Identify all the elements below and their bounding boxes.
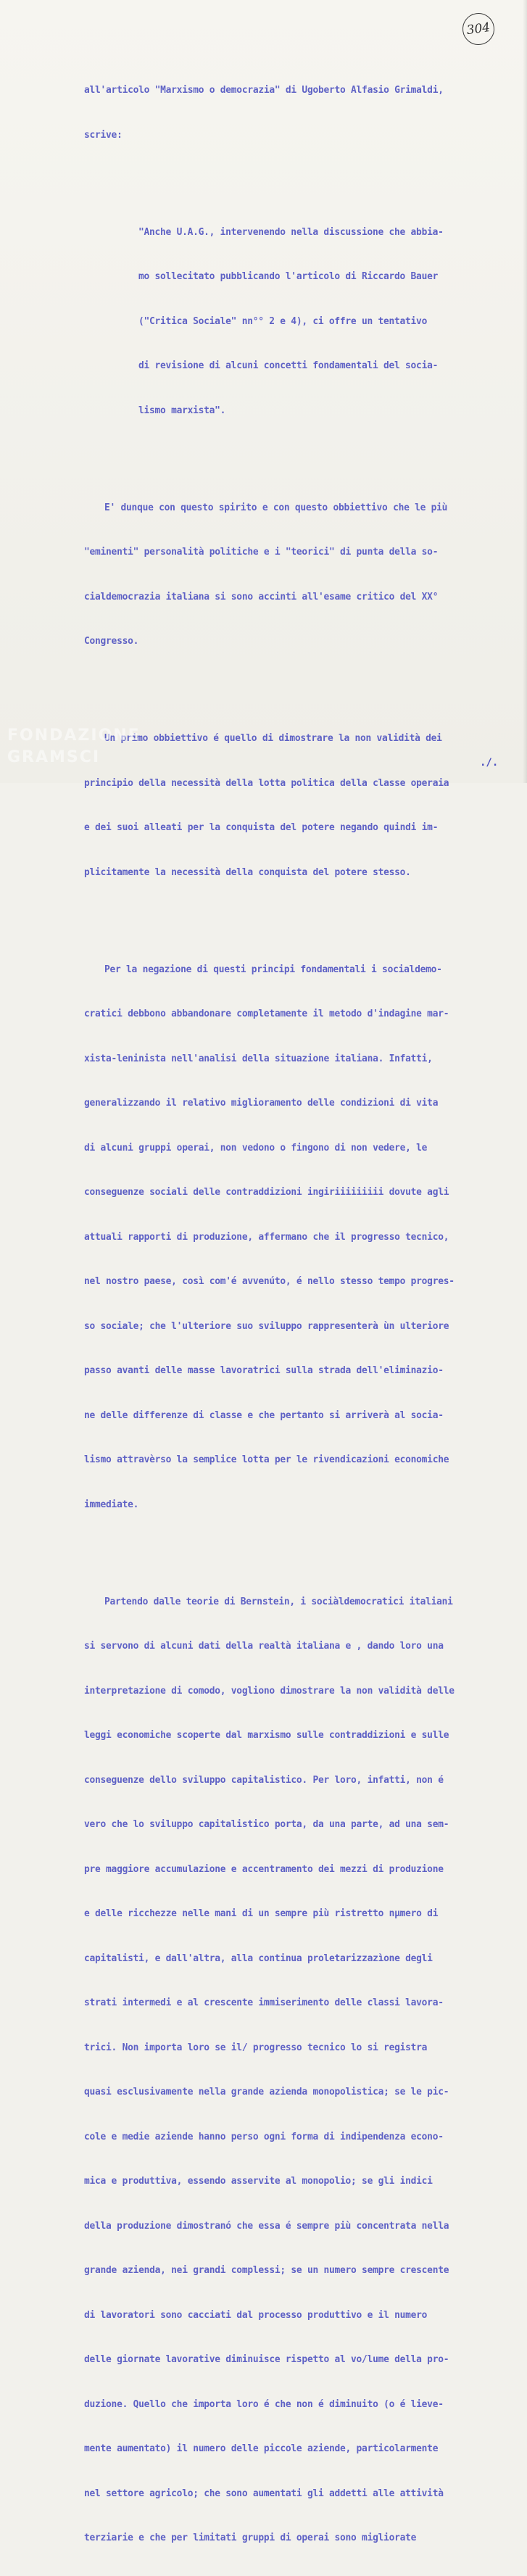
paragraph-line: nel settore agricolo; che sono aumentati gli addetti alle attività (84, 2488, 444, 2499)
paragraph-line: ne delle differenze di classe e che pertanto si arriverà al socia- (84, 1409, 444, 1421)
quote-line: lismo marxista". (138, 405, 226, 416)
typewritten-text (84, 54, 519, 2576)
quote-line: ("Critica Sociale" nn°° 2 e 4), ci offre un tentativo (138, 315, 428, 327)
paragraph-line: leggi economiche scoperte dal marxismo sulle contraddizioni e sulle (84, 1730, 449, 1741)
paragraph-line: plicitamente la necessità della conquista del potere stesso. (84, 866, 411, 878)
line-gap (84, 173, 519, 181)
paragraph-line: pre maggiore accumulazione e accentramento dei mezzi di produzione (84, 1863, 444, 1875)
paragraph-line: "eminenti" personalità politiche e i "teorici" di punta della so- (84, 547, 439, 558)
paragraph-line: mente aumentato) il numero delle piccole aziende, particolarmente (84, 2443, 439, 2454)
paragraph-line: cratici debbono abbandonare completamente il metodo d'indagine mar- (84, 1009, 449, 1019)
paragraph-line: trici. Non importa loro se il/ progresso tecnico lo si registra (84, 2042, 428, 2053)
paragraph-line: duzione. Quello che importa loro é che non é diminuito (o é lieve- (84, 2398, 444, 2410)
quote-line: "Anche U.A.G., intervenendo nella discussione che abbia- (138, 226, 444, 238)
paragraph-line: attuali rapporti di produzione, affermano che il progresso tecnico, (84, 1231, 449, 1243)
paragraph-line: delle giornate lavorative diminuisce rispetto al vo/lume della pro- (84, 2354, 449, 2365)
paragraph-line: interpretazione di comodo, vogliono dimostrare la non validità delle (84, 1685, 455, 1697)
paragraph-line: cole e medie aziende hanno perso ogni forma di indipendenza econo- (84, 2131, 444, 2142)
archive-watermark: FONDAZIONE GRAMSCI (7, 726, 141, 766)
paragraph-line: Congresso. (84, 636, 139, 647)
paragraph-line: conseguenze sociali delle contraddizioni ingiriiiiiiiii dovute agli (84, 1187, 449, 1198)
paragraph-line: vero che lo sviluppo capitalistico porta, da una parte, ad una sem- (84, 1819, 449, 1830)
line-gap (84, 679, 519, 687)
paragraph-line: di alcuni gruppi operai, non vedono o fingono di non vedere, le (84, 1142, 428, 1154)
paragraph-line: grande azienda, nei grandi complessi; se un numero sempre crescente (84, 2265, 449, 2276)
paragraph-line: terziarie e che per limitati gruppi di operai sono migliorate (84, 2532, 417, 2543)
paragraph-line: strati intermedi e al crescente immiserimento delle classi lavora- (84, 1997, 444, 2008)
paragraph-line: cialdemocrazia italiana si sono accinti all'esame critico del XX° (84, 591, 439, 602)
paragraph-line: mica e produttiva, essendo asservite al monopolio; se gli indici (84, 2176, 433, 2187)
paragraph-line: si servono di alcuni dati della realtà italiana e , dando loro una (84, 1641, 444, 1652)
paragraph-line: E' dunque con questo spirito e con questo obbiettivo che le più (104, 502, 448, 513)
paragraph-line: nel nostro paese, così com'é avvenúto, é nello stesso tempo progres- (84, 1276, 455, 1287)
paragraph-line: capitalisti, e dall'altra, alla continua proletarizzazìone degli (84, 1952, 433, 1964)
paragraph-line: quasi esclusivamente nella grande azienda monopolistica; se le pic- (84, 2087, 449, 2097)
continuation-mark: ./. (480, 757, 499, 769)
line-gap (84, 910, 519, 918)
text-line: scrive: (84, 129, 123, 141)
paragraph-line: di lavoratori sono cacciati dal processo produttivo e il numero (84, 2309, 428, 2321)
paragraph-line: passo avanti delle masse lavoratrici sulla strada dell'eliminazio- (84, 1365, 444, 1376)
paragraph-line: immediate. (84, 1499, 139, 1510)
handwritten-page-number: 304 (460, 11, 497, 47)
line-gap (84, 448, 519, 456)
quote-line: di revisione di alcuni concetti fondamentali del socia- (138, 360, 439, 371)
paragraph-line: xista-leninista nell'analisi della situazione italiana. Infatti, (84, 1053, 433, 1064)
paragraph-line: generalizzando il relativo miglioramento delle condizioni di vita (84, 1098, 439, 1109)
paragraph-line: lismo attravèrso la semplice lotta per le rivendicazioni economiche (84, 1454, 449, 1465)
line-gap (84, 1542, 519, 1550)
text-line: all'articolo "Marxismo o democrazia" di Ugoberto Alfasio Grimaldi, (84, 85, 444, 96)
paragraph-line: della produzione dimostranó che essa é sempre più concentrata nella (84, 2220, 449, 2232)
quote-line: mo sollecitato pubblicando l'articolo di Riccardo Bauer (138, 271, 439, 282)
paragraph-line: Un primo obbiettivo é quello di dimostrare la non validità dei (104, 733, 442, 744)
page-edge-shadow (523, 0, 527, 783)
paragraph-line: so sociale; che l'ulteriore suo sviluppo rappresenterà ùn ulteriore (84, 1320, 449, 1332)
paragraph-line: Per la negazione di questi principi fondamentali i socialdemo- (104, 964, 442, 975)
paragraph-line: Partendo dalle teorie di Bernstein, i sociàldemocratici italiani (104, 1596, 453, 1607)
paragraph-line: principio della necessità della lotta politica della classe operaia (84, 777, 449, 789)
paragraph-line: e delle ricchezze nelle mani di un sempre più ristretto nµmero di (84, 1908, 439, 1919)
paragraph-line: e dei suoi alleati per la conquista del potere negando quindi im- (84, 822, 439, 833)
paragraph-line: conseguenze dello sviluppo capitalistico. Per loro, infatti, non é (84, 1774, 444, 1786)
